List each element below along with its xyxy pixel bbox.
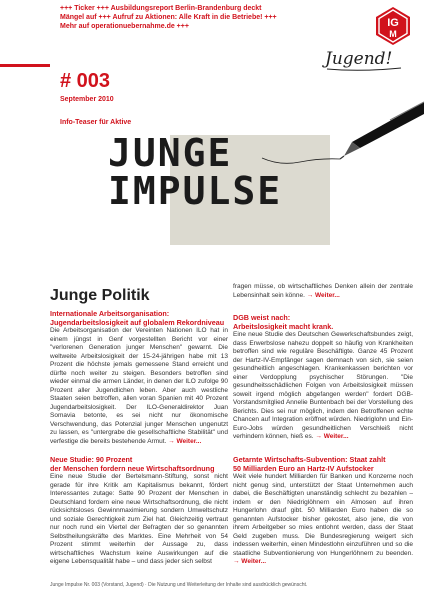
article-head: 50 Milliarden Euro an Hartz-IV Aufstocker [233,464,374,473]
article-subsidy [233,455,413,567]
article-head: Getarnte Wirtschafts-Subvention: Staat zahlt [233,455,386,464]
issue-subtitle: Info-Teaser für Aktive [60,119,132,126]
issue-date: September 2010 [60,96,114,103]
article-ilo [50,309,228,446]
jugend-text: Jugend! [325,49,393,69]
article-body: Die Arbeitsorganisation der Vereinten Nationen ILO hat in einem jüngst in Genf vorgestellten Bericht vor einer "verlorenen Generation junger Menschen" gewarnt. Die weltweite Arbeitslosigkeit der 15-24-jährigen habe mit 13 Prozent die höchste jemals gemessene Stand erreicht und dürfte noch weiter zu steigen. Besonders betroffen sind wieder einmal die armen Länder, in denen der ILO zufolge 90 Prozent aller Jugendlichen leben. Aber auch westliche Staaten seien betroffen, allen voran Spanien mit 40 Prozent Jugendarbeitslosigkeit. Der ILO-Generaldirektor Juan Somavia betonte, es sei nicht nur ökonomische Verschwendung, das Potenzial junger Menschen ungenutzt zu lassen, es "untergrabe die gesellschaftliche Stabilität" und verfestige die bereits bestehende Armut. → Weiter... [50,327,228,445]
accent-strip [0,64,50,67]
article-continued [233,283,413,300]
article-body: Eine neue Studie des Deutschen Gewerkschaftsbundes zeigt, dass Erwerbslose nahezu doppelt so häufig von Krankheiten betroffen sind wie reguläre Beschäftigte. Ganze 45 Prozent der Hartz-IV-Empfänger sagen demnach von sich, sie seien gesundheitlich angeschlagen. Krankenkassen berichten vor einer Verdopplung psychischer Störungen. "Die gesundheitsschädlichen Folgen von Arbeitslosigkeit müssen soweit irgend möglich abgefangen werden" fordert DGB-Vorstandsmitglied Annelie Buntenbach bei der Vorstellung des Berichts. Dies sei nur möglich, indem den Betroffenen echte Chancen auf Integration eröffnet würden. Niedriglohn und Ein-Euro-Jobs würden gesundheitlichen Verschleiß nicht verhindern können, hieß es. [233,331,413,440]
ticker-line: Mängel auf +++ Aufruf zu Aktionen: Alle Kraft in die Betriebe! +++ [60,14,277,21]
article-body: Eine neue Studie der Bertelsmann-Stiftung, sonst nicht gerade für ihre Kritik am Kapitalismus bekannt, fördert Interessantes zutage: Satte 90 Prozent der Menschen in Deutschland fordern eine neue Wirtschaftsordnung, die nicht rücksichtsloses Gewinnmaximierung sondern Umweltschutz und soziale Gerechtigkeit zum Ziel hat. Gleichzeitig vertraut nur noch rund ein Viertel der Befragten der so genannten Selbstheilungskräfte des Marktes. Eine Mehrheit von 54 Prozent stimmt weiterhin der Aussage zu, dass wirtschaftliches Wachstum keine Auswirkungen auf die eigene Lebensqualität habe – und dass jeder sich selbst [50,473,228,565]
footer-note: Junge Impulse Nr. 003 (Vorstand, Jugend) · Die Nutzung und Weiterleitung der Inhalte sind ausdrücklich gewünscht. [50,582,308,588]
jugend-wordmark [321,44,419,74]
issue-number: # 003 [60,70,111,92]
ticker-line: +++ Ticker +++ Ausbildungsreport Berlin-Brandenburg deckt [60,5,262,12]
ticker-line: Mehr auf operationuebernahme.de +++ [60,23,189,30]
read-more-link[interactable]: → Weiter... [233,558,267,565]
article-head: Neue Studie: 90 Prozent [50,455,133,464]
title-line: IMPULSE [108,169,283,213]
article-head: Jugendarbeitslosigkeit auf globalem Rekordniveau [50,318,225,327]
article-study [50,455,228,567]
news-ticker[interactable] [60,4,330,31]
article-body: fragen müsse, ob wirtschaftliches Denken allein der zentrale Lebensinhalt sein könne. [233,283,413,299]
article-dgb [233,313,413,442]
headline-title [108,131,348,213]
article-head: Arbeitslosigkeit macht krank. [233,322,334,331]
logo-text: IG [387,17,399,29]
logo-sub: M [389,29,397,39]
article-head: DGB weist nach: [233,313,291,322]
article-head: Internationale Arbeitsorganisation: [50,309,170,318]
section-title: Junge Politik [50,287,150,304]
title-line: JUNGE [108,131,233,175]
article-body: Weit viele hundert Milliarden für Banken und Konzerne noch nicht genug sind, unterstützt der Staat Unternehmen auch dabei, die Beschäftigten unanständig schlecht zu bezahlen – indem er den Niedriglöhnern ein Almosen auf ihren Hungerlohn drauf gibt. 50 Milliarden Euro haben die so genannten Aufstocker bisher gekostet, also jene, die von ihrem Arbeitgeber so mies entlohnt werden, dass der Staat Geld zugeben muss. Die Bundesregierung weigert sich indessen weiterhin, einen Mindestlohn einzuführen und so die staatliche Subventionierung von Hungerlöhnern zu beenden. [233,473,413,557]
read-more-link[interactable]: → Weiter... [306,291,340,299]
ig-metall-logo [373,6,413,46]
article-head: der Menschen fordern neue Wirtschaftsordnung [50,464,215,473]
read-more-link[interactable]: → Weiter... [168,437,202,445]
read-more-link[interactable]: → Weiter... [315,433,349,440]
